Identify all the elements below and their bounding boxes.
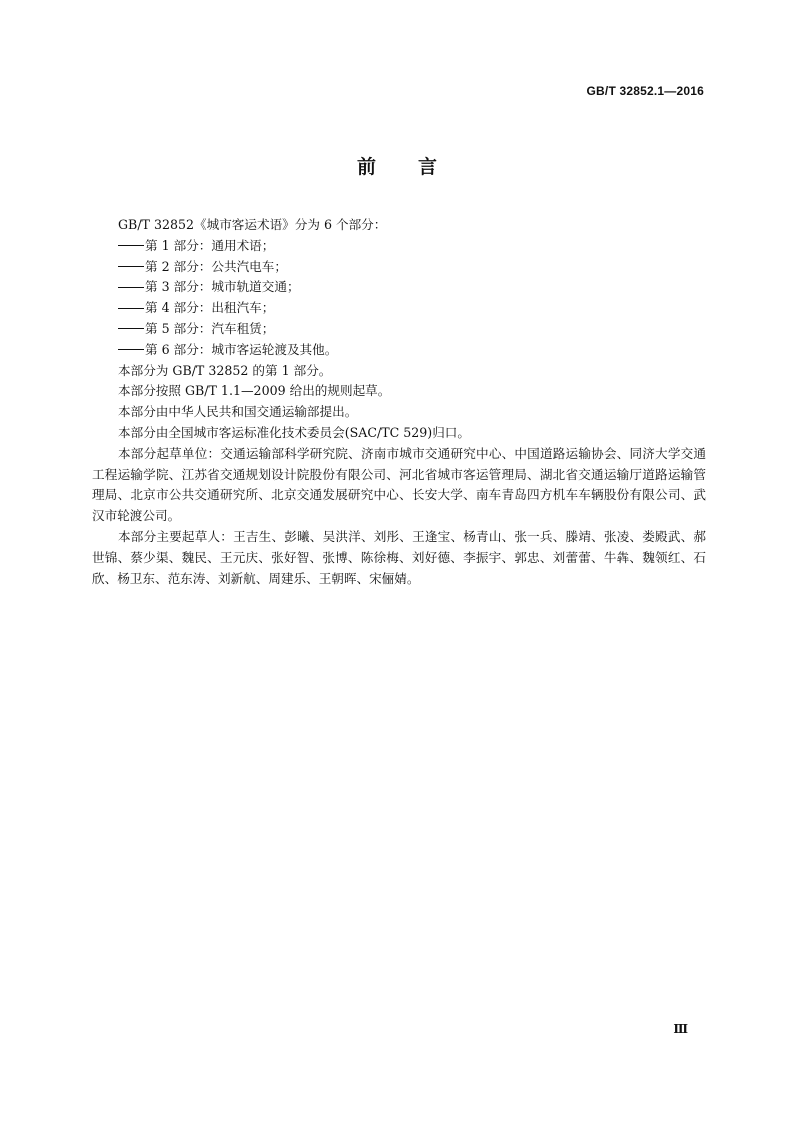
list-item-text: 第 3 部分：城市轨道交通； — [145, 279, 300, 295]
list-item — [92, 340, 706, 361]
dash-mark — [118, 308, 144, 310]
list-item-text: 第 4 部分：出租汽车； — [145, 300, 275, 316]
list-item — [92, 319, 706, 340]
list-item — [92, 236, 706, 257]
list-item — [92, 257, 706, 278]
dash-mark — [118, 328, 144, 330]
part-statement: 本部分为 GB/T 32852 的第 1 部分。 — [118, 362, 332, 378]
page-number: Ⅲ — [673, 1022, 688, 1036]
list-item — [92, 277, 706, 298]
page-title: 前言 — [356, 156, 479, 178]
dash-mark — [118, 287, 144, 289]
proposer-statement: 本部分由中华人民共和国交通运输部提出。 — [118, 404, 358, 420]
list-item-text: 第 1 部分：通用术语； — [145, 237, 275, 253]
list-item-text: 第 5 部分：汽车租赁； — [145, 320, 275, 336]
drafting-units-paragraph: 本部分起草单位：交通运输部科学研究院、济南市城市交通研究中心、中国道路运输协会、同济大学交通工程运输学院、江苏省交通规划设计院股份有限公司、河北省城市客运管理局、湖北省交通运输厅道路运输管理局、北京市公共交通研究所、北京交通发展研究中心、长安大学、南车青岛四方机车车辆股份有限公司、武汉市轮渡公司。 — [92, 445, 706, 524]
foreword-body — [92, 215, 706, 589]
committee-statement: 本部分由全国城市客运标准化技术委员会(SAC/TC 529)归口。 — [118, 424, 470, 440]
dash-mark — [118, 266, 144, 268]
list-item — [92, 298, 706, 319]
intro-paragraph: GB/T 32852《城市客运术语》分为 6 个部分： — [118, 217, 387, 232]
dash-mark — [118, 349, 144, 351]
standard-code: GB/T 32852.1—2016 — [586, 84, 704, 98]
dash-mark — [118, 245, 144, 247]
list-item-text: 第 2 部分：公共汽电车； — [145, 258, 287, 274]
drafting-rules-statement: 本部分按照 GB/T 1.1—2009 给出的规则起草。 — [118, 383, 391, 399]
drafters-paragraph: 本部分主要起草人：王吉生、彭曦、吴洪洋、刘彤、王逢宝、杨青山、张一兵、滕靖、张凌、娄殿武、郝世锦、蔡少渠、魏民、王元庆、张好智、张博、陈徐梅、刘好德、李振宇、郭忠、刘蕾蕾、牛犇、魏领红、石欣、杨卫东、范东涛、刘新航、周建乐、王朝晖、宋俪婧。 — [92, 528, 706, 586]
list-item-text: 第 6 部分：城市客运轮渡及其他。 — [145, 341, 338, 357]
